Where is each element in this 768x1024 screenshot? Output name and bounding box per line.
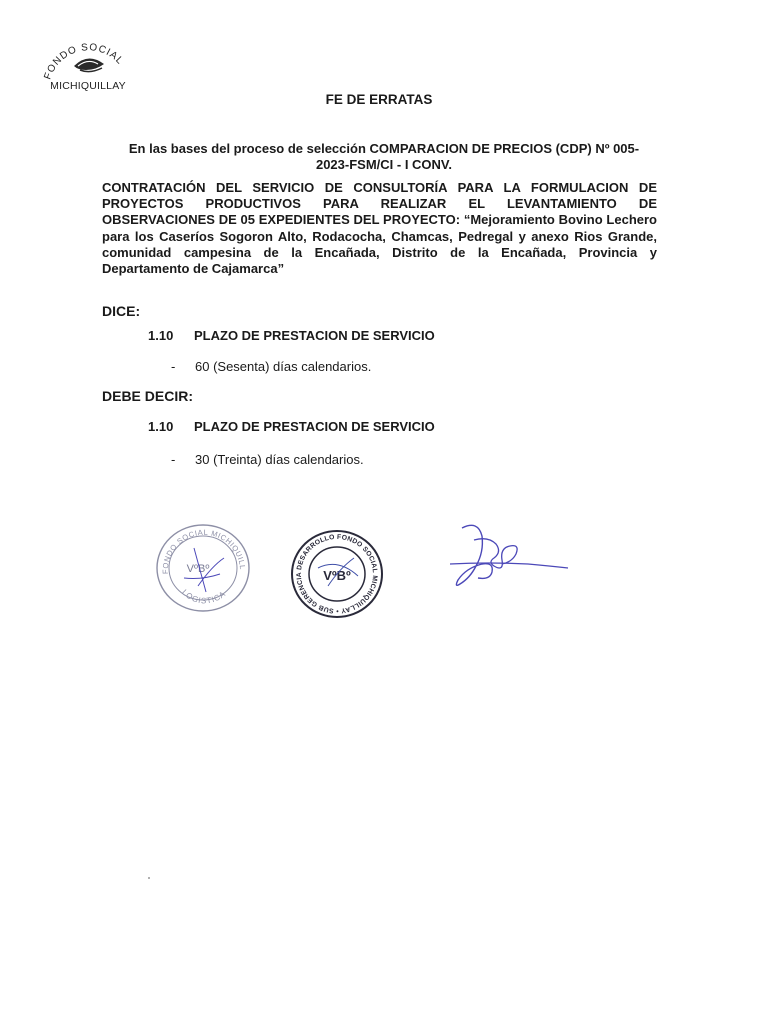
desarrollo-ring-text: FONDO SOCIAL MICHIQUILLAY • SUB GERENCIA DESARROLLO [295,533,379,615]
debe-decir-item-number: 1.10 [148,419,174,434]
signature [448,518,572,603]
dice-item [148,328,435,343]
logo-arc-text: FONDO SOCIAL [42,42,126,82]
logistica-ring-text: FONDO SOCIAL MICHIQUILL [160,527,248,575]
debe-decir-item [148,419,435,434]
dice-heading: DICE: [102,303,141,319]
contract-description: CONTRATACIÓN DEL SERVICIO DE CONSULTORÍA PARA LA FORMULACION DE PROYECTOS PRODUCTIVOS PARA REALIZAR EL LEVANTAMIENTO DE OBSERVACIONES DE 05 EXPEDIENTES DEL PROYECTO: “Mejoramiento Bovino Lechero para los Caseríos Sogoron Alto, Rodacocha, Chamcas, Pedregal y anexo Rios Grande, comunidad campesina de la Encañada, Distrito de la Encañada, Provincia y Departamento de Cajamarca” [102,180,657,277]
logistica-stamp [154,522,252,619]
desarrollo-seal-icon [288,528,386,620]
desarrollo-vb-text: VºBº [323,568,351,583]
debe-decir-heading: DEBE DECIR: [102,388,194,404]
scan-speck [148,877,150,879]
debe-decir-bullet-dash: - [171,452,176,467]
document-intro: En las bases del proceso de selección COMPARACION DE PRECIOS (CDP) Nº 005- 2023-FSM/CI - I CONV. [128,141,640,172]
debe-decir-bullet [171,452,364,467]
debe-decir-bullet-text: 30 (Treinta) días calendarios. [195,452,364,467]
dice-bullet-dash: - [171,359,176,374]
logistica-vb-text: VºBº [186,563,210,575]
logo-name: MICHIQUILLAY [50,80,126,92]
dice-item-number: 1.10 [148,328,174,343]
logistica-seal-icon [154,522,252,614]
dice-bullet [171,359,371,374]
dice-bullet-text: 60 (Sesenta) días calendarios. [195,359,372,374]
svg-text:LOGISTICA [180,588,227,606]
document-title: FE DE ERRATAS [325,92,433,107]
logistica-bottom-text: LOGISTICA [180,587,228,606]
dice-item-title: PLAZO DE PRESTACION DE SERVICIO [194,328,435,343]
desarrollo-productivo-stamp [288,528,386,625]
signature-scribble-icon [448,518,572,598]
debe-decir-item-title: PLAZO DE PRESTACION DE SERVICIO [194,419,435,434]
